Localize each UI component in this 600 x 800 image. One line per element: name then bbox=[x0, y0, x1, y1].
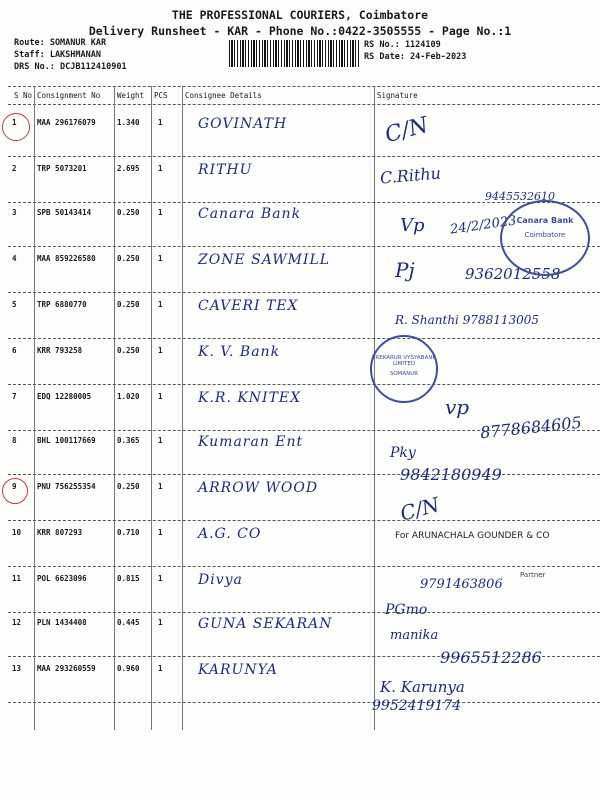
row-serial-number: 4 bbox=[12, 254, 17, 263]
row-consignment-number: POL 6623096 bbox=[37, 574, 87, 583]
canara-bank-stamp bbox=[500, 200, 590, 276]
row-serial-number: 13 bbox=[12, 664, 22, 673]
staff-label: Staff: LAKSHMANAN bbox=[14, 50, 101, 60]
scribble-row-7: vp bbox=[445, 395, 470, 419]
row-consignment-number: TRP 5073201 bbox=[37, 164, 87, 173]
row-consignee-name: Divya bbox=[198, 572, 243, 588]
stamp-kvb-name: TREKARUR VYSYABANK LIMITED bbox=[372, 355, 436, 367]
row-separator bbox=[8, 474, 600, 475]
row-pcs: 1 bbox=[158, 300, 163, 309]
row-weight: 0.250 bbox=[117, 208, 140, 217]
col-header-weight: Weight bbox=[117, 91, 145, 100]
row-consignee-name: CAVERI TEX bbox=[198, 298, 299, 314]
row-consignment-number: KRR 793258 bbox=[37, 346, 83, 355]
row-consignment-number: PLN 1434408 bbox=[37, 618, 87, 627]
signature-row-11: 9791463806 bbox=[420, 577, 503, 592]
row-consignee-name: Canara Bank bbox=[198, 206, 302, 222]
row-pcs: 1 bbox=[158, 482, 163, 491]
row-weight: 0.250 bbox=[117, 482, 140, 491]
col-header-consignment: Consignment No bbox=[37, 91, 101, 100]
row-consignment-number: TRP 6880770 bbox=[37, 300, 87, 309]
row-serial-number: 3 bbox=[12, 208, 17, 217]
row-pcs: 1 bbox=[158, 618, 163, 627]
row-weight: 0.250 bbox=[117, 254, 140, 263]
row-consignment-number: KRR 807293 bbox=[37, 528, 83, 537]
row-serial-number: 2 bbox=[12, 164, 17, 173]
row-consignment-number: PNU 756255354 bbox=[37, 482, 96, 491]
row-serial-number: 10 bbox=[12, 528, 22, 537]
col-header-signature: Signature bbox=[377, 91, 418, 100]
row-separator bbox=[8, 156, 600, 157]
row-pcs: 1 bbox=[158, 528, 163, 537]
runsheet-title: THE PROFESSIONAL COURIERS, Coimbatore bbox=[171, 8, 429, 22]
col-header-pcs: PCS bbox=[154, 91, 168, 100]
row-separator bbox=[8, 338, 600, 339]
row-pcs: 1 bbox=[158, 664, 163, 673]
signature-row-12: 9965512286 bbox=[440, 648, 542, 667]
signature-row-1: C/N bbox=[382, 112, 431, 149]
scribble-row-3: Vp bbox=[400, 215, 425, 236]
signature-row-2: C.Rithu bbox=[379, 163, 442, 188]
row-separator bbox=[8, 384, 600, 385]
row-consignee-name: K.R. KNITEX bbox=[198, 390, 302, 406]
column-divider bbox=[374, 86, 375, 730]
row-separator bbox=[8, 702, 600, 703]
signature-row-9: C/N bbox=[397, 492, 442, 526]
row-weight: 0.250 bbox=[117, 346, 140, 355]
row-consignee-name: A.G. CO bbox=[198, 526, 262, 542]
row-consignee-name: K. V. Bank bbox=[198, 344, 281, 360]
row-weight: 0.815 bbox=[117, 574, 140, 583]
stamp-bank-name: Canara Bank bbox=[516, 216, 574, 225]
row-weight: 1.340 bbox=[117, 118, 140, 127]
row-serial-number: 12 bbox=[12, 618, 22, 627]
row-pcs: 1 bbox=[158, 574, 163, 583]
row-pcs: 1 bbox=[158, 208, 163, 217]
header-bottom-rule bbox=[8, 104, 600, 105]
scribble-row-11: PGmo bbox=[385, 602, 428, 618]
scribble-row-12: manika bbox=[390, 628, 439, 643]
row-pcs: 1 bbox=[158, 254, 163, 263]
row-weight: 0.960 bbox=[117, 664, 140, 673]
runsheet-subtitle: Delivery Runsheet - KAR - Phone No.:0422-3505555 - Page No.:1 bbox=[88, 24, 512, 38]
row-weight: 0.710 bbox=[117, 528, 140, 537]
row-consignee-name: ARROW WOOD bbox=[198, 480, 319, 496]
row-serial-number: 6 bbox=[12, 346, 17, 355]
kvb-bank-stamp bbox=[370, 335, 438, 403]
scribble-row-13: K. Karunya bbox=[380, 678, 465, 696]
drs-number: DRS No.: DCJB112410901 bbox=[14, 62, 127, 72]
row-separator bbox=[8, 566, 600, 567]
signature-row-5: R. Shanthi 9788113005 bbox=[395, 313, 540, 327]
row-consignment-number: EDQ 12280005 bbox=[37, 392, 92, 401]
row-serial-number: 8 bbox=[12, 436, 17, 445]
row-consignee-name: RITHU bbox=[198, 162, 253, 178]
signature-row-13: 9952419174 bbox=[372, 698, 462, 714]
signature-row-4: 9362012558 bbox=[465, 265, 561, 283]
phone-row-2: 9445532610 bbox=[485, 190, 555, 203]
row-pcs: 1 bbox=[158, 392, 163, 401]
row-pcs: 1 bbox=[158, 164, 163, 173]
row-consignee-name: GOVINATH bbox=[198, 116, 288, 132]
row-serial-number: 1 bbox=[12, 118, 17, 127]
row-consignee-name: Kumaran Ent bbox=[198, 434, 304, 450]
row-weight: 2.695 bbox=[117, 164, 140, 173]
row-consignment-number: MAA 293260559 bbox=[37, 664, 96, 673]
stamp-kvb-branch: SOMANUR bbox=[389, 371, 419, 377]
red-circle-mark-row-1 bbox=[2, 113, 30, 141]
col-header-sno: S No bbox=[14, 91, 33, 100]
row-consignee-name: ZONE SAWMILL bbox=[198, 252, 331, 268]
row-serial-number: 9 bbox=[12, 482, 17, 491]
column-divider bbox=[34, 86, 35, 730]
row-pcs: 1 bbox=[158, 118, 163, 127]
table-top-rule bbox=[8, 86, 600, 87]
row-weight: 0.365 bbox=[117, 436, 140, 445]
signature-row-7: 8778684605 bbox=[479, 412, 583, 443]
row-consignment-number: MAA 859226580 bbox=[37, 254, 96, 263]
column-divider bbox=[151, 86, 152, 730]
row-pcs: 1 bbox=[158, 436, 163, 445]
signature-row-8: 9842180949 bbox=[400, 465, 502, 484]
col-header-consignee: Consignee Details bbox=[185, 91, 262, 100]
row-consignment-number: BHL 100117669 bbox=[37, 436, 96, 445]
row-serial-number: 11 bbox=[12, 574, 22, 583]
scribble-row-8: Pky bbox=[390, 445, 416, 461]
row-serial-number: 7 bbox=[12, 392, 17, 401]
row-pcs: 1 bbox=[158, 346, 163, 355]
row-consignee-name: KARUNYA bbox=[198, 662, 278, 678]
rs-number: RS No.: 1124109 bbox=[364, 40, 441, 50]
rs-date: RS Date: 24-Feb-2023 bbox=[364, 52, 467, 62]
column-divider bbox=[114, 86, 115, 730]
row-serial-number: 5 bbox=[12, 300, 17, 309]
row-consignment-number: MAA 296176079 bbox=[37, 118, 96, 127]
row-weight: 0.445 bbox=[117, 618, 140, 627]
row-separator bbox=[8, 612, 600, 613]
row-weight: 1.020 bbox=[117, 392, 140, 401]
partner-label: Partner bbox=[520, 571, 546, 579]
red-circle-mark-row-9 bbox=[2, 478, 28, 504]
column-divider bbox=[182, 86, 183, 730]
route-label: Route: SOMANUR KAR bbox=[14, 38, 107, 48]
stamp-city: Coimbatore bbox=[524, 231, 566, 239]
scribble-row-4: Pj bbox=[395, 258, 415, 282]
row-separator bbox=[8, 292, 600, 293]
row-separator bbox=[8, 520, 600, 521]
row-consignee-name: GUNA SEKARAN bbox=[198, 616, 333, 632]
barcode-image bbox=[229, 40, 359, 67]
row-weight: 0.250 bbox=[117, 300, 140, 309]
signature-row-3: 24/2/2023 bbox=[449, 213, 518, 238]
stamp-row-10: For ARUNACHALA GOUNDER & CO bbox=[395, 531, 550, 541]
row-consignment-number: SPB 50143414 bbox=[37, 208, 92, 217]
